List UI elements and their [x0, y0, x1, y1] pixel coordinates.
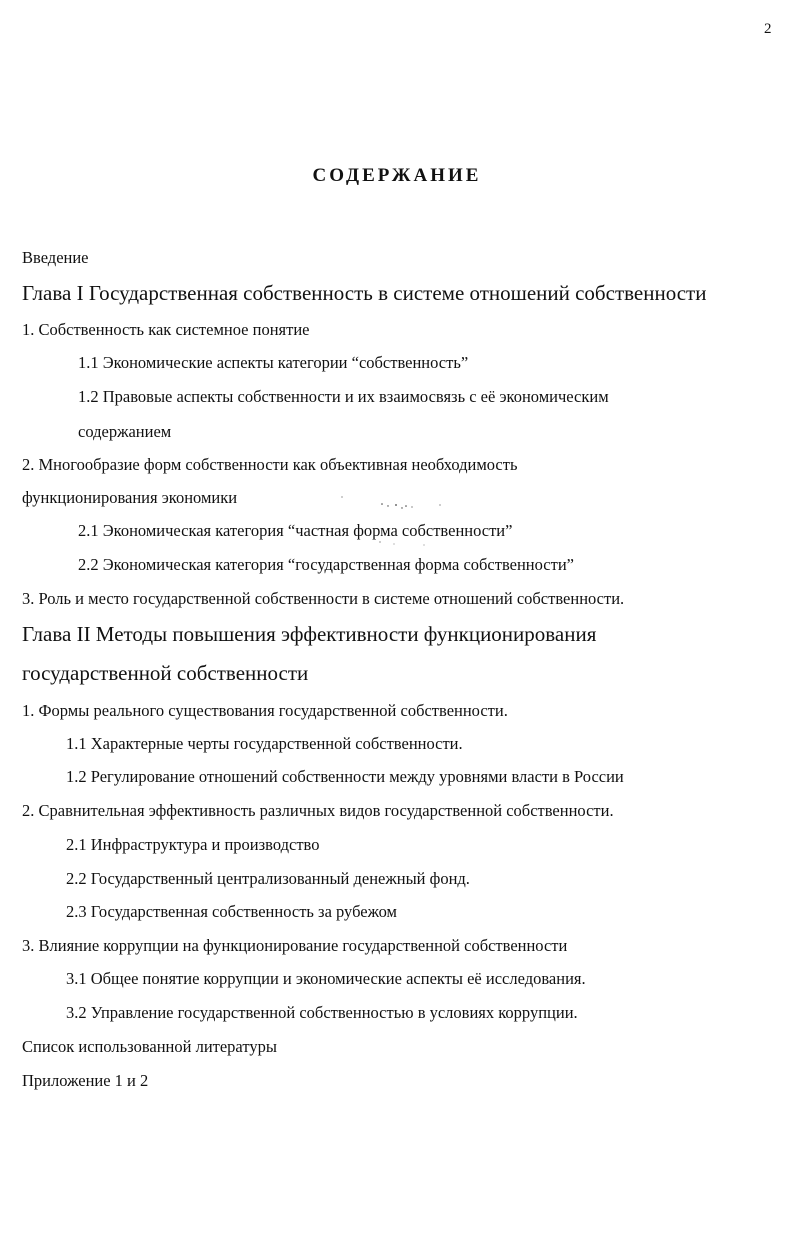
page-title: СОДЕРЖАНИЕ: [312, 165, 482, 186]
toc-subsection-2-2-3: 2.3 Государственная собственность за рубежом: [66, 902, 397, 921]
toc-section-2-2: 2. Сравнительная эффективность различных видов государственной собственности.: [22, 801, 614, 820]
toc-subsection-2-3-2: 3.2 Управление государственной собственностью в условиях коррупции.: [66, 1003, 578, 1022]
toc-section-1-2-cont: функционирования экономики: [22, 488, 238, 507]
toc-subsection-1-2-1: 2.1 Экономическая категория “частная форма собственности”: [78, 521, 513, 540]
toc-section-2-3: 3. Влияние коррупции на функционирование государственной собственности: [22, 936, 568, 955]
scan-specks: [340, 490, 480, 550]
toc-chapter-2: Глава II Методы повышения эффективности функционирования: [22, 622, 597, 646]
toc-section-1-1: 1. Собственность как системное понятие: [22, 320, 310, 339]
toc-appendix: Приложение 1 и 2: [22, 1071, 149, 1090]
toc-subsection-2-2-1: 2.1 Инфраструктура и производство: [66, 835, 320, 854]
toc-chapter-2-cont: государственной собственности: [22, 661, 309, 685]
toc-subsection-1-1-2-cont: содержанием: [78, 422, 172, 441]
toc-section-1-2: 2. Многообразие форм собственности как объективная необходимость: [22, 455, 518, 474]
toc-section-2-1: 1. Формы реального существования государственной собственности.: [22, 701, 508, 720]
toc-subsection-1-2-2: 2.2 Экономическая категория “государственная форма собственности”: [78, 555, 574, 574]
toc-subsection-2-2-2: 2.2 Государственный централизованный денежный фонд.: [66, 869, 470, 888]
toc-introduction: Введение: [22, 248, 89, 267]
toc-section-1-3: 3. Роль и место государственной собственности в системе отношений собственности.: [22, 589, 625, 608]
toc-subsection-1-1-1: 1.1 Экономические аспекты категории “собственность”: [78, 353, 469, 372]
toc-bibliography: Список использованной литературы: [22, 1037, 277, 1056]
page-number: 2: [764, 21, 772, 37]
toc-subsection-1-1-2: 1.2 Правовые аспекты собственности и их взаимосвязь с её экономическим: [78, 387, 609, 406]
toc-chapter-1: Глава I Государственная собственность в системе отношений собственности: [22, 281, 707, 305]
toc-subsection-2-1-2: 1.2 Регулирование отношений собственности между уровнями власти в России: [66, 767, 624, 786]
toc-subsection-2-3-1: 3.1 Общее понятие коррупции и экономические аспекты её исследования.: [66, 969, 586, 988]
toc-subsection-2-1-1: 1.1 Характерные черты государственной собственности.: [66, 734, 463, 753]
